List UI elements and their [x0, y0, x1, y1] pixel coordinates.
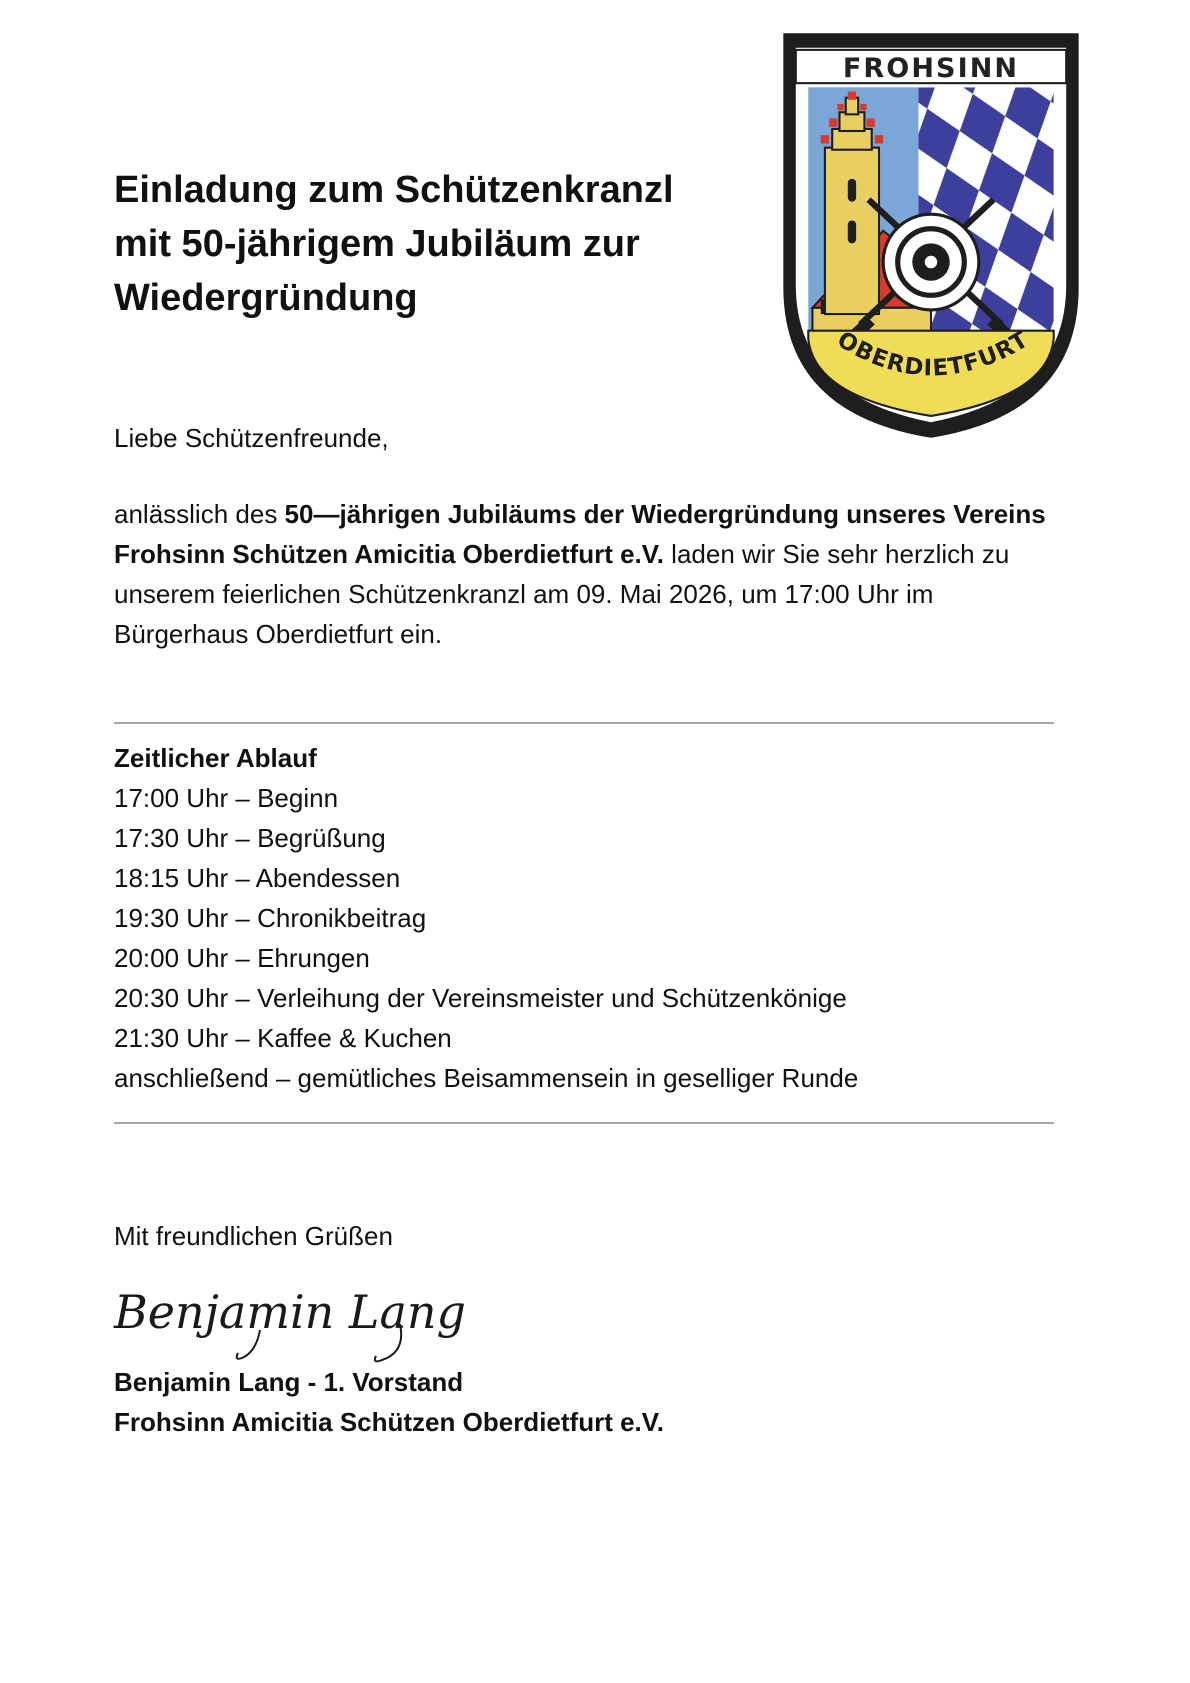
schedule-item: anschließend – gemütliches Beisammensein in geselliger Runde	[114, 1063, 859, 1093]
intro-paragraph	[114, 494, 1074, 654]
schedule-item: 20:30 Uhr – Verleihung der Vereinsmeister und Schützenkönige	[114, 983, 847, 1013]
signoff-block	[114, 1362, 664, 1442]
signoff-name: Benjamin Lang - 1. Vorstand	[114, 1367, 464, 1397]
signoff-club: Frohsinn Amicitia Schützen Oberdietfurt e.V.	[114, 1407, 664, 1437]
page-title	[114, 163, 754, 325]
schedule-item: 21:30 Uhr – Kaffee & Kuchen	[114, 1023, 452, 1053]
schedule-item: 17:00 Uhr – Beginn	[114, 783, 339, 813]
intro-bold: 50—jährigen Jubiläums der Wiedergründung unseres Vereins Frohsinn Schützen Amicitia Oberdietfurt e.V.	[114, 499, 1046, 569]
crest-bottom-text: OBERDIETFURT	[832, 326, 1034, 382]
salutation: Liebe Schützenfreunde,	[114, 423, 389, 453]
divider	[114, 1122, 1054, 1124]
svg-text:Benjamin Lang: Benjamin Lang	[114, 1285, 466, 1339]
intro-rest: laden wir Sie sehr herzlich zu unserem feierlichen Schützenkranzl am 09. Mai 2026, um 17:00 Uhr im Bürgerhaus Oberdietfurt ein.	[114, 539, 1010, 649]
divider	[114, 722, 1054, 724]
title-line: Wiedergründung	[114, 277, 418, 319]
title-line: Einladung zum Schützenkranzl	[114, 169, 674, 211]
club-crest-logo	[775, 24, 1087, 446]
schedule-title: Zeitlicher Ablauf	[114, 743, 317, 773]
schedule-list	[114, 778, 858, 1098]
schedule-item: 17:30 Uhr – Begrüßung	[114, 823, 386, 853]
intro-lead: anlässlich des	[114, 499, 285, 529]
schedule-item: 18:15 Uhr – Abendessen	[114, 863, 401, 893]
schedule-item: 20:00 Uhr – Ehrungen	[114, 943, 370, 973]
schedule-item: 19:30 Uhr – Chronikbeitrag	[114, 903, 427, 933]
crest-top-text: FROHSINN	[842, 52, 1020, 84]
closing: Mit freundlichen Grüßen	[114, 1221, 393, 1251]
handwritten-signature	[110, 1268, 466, 1368]
title-line: mit 50-jährigem Jubiläum zur	[114, 223, 640, 265]
